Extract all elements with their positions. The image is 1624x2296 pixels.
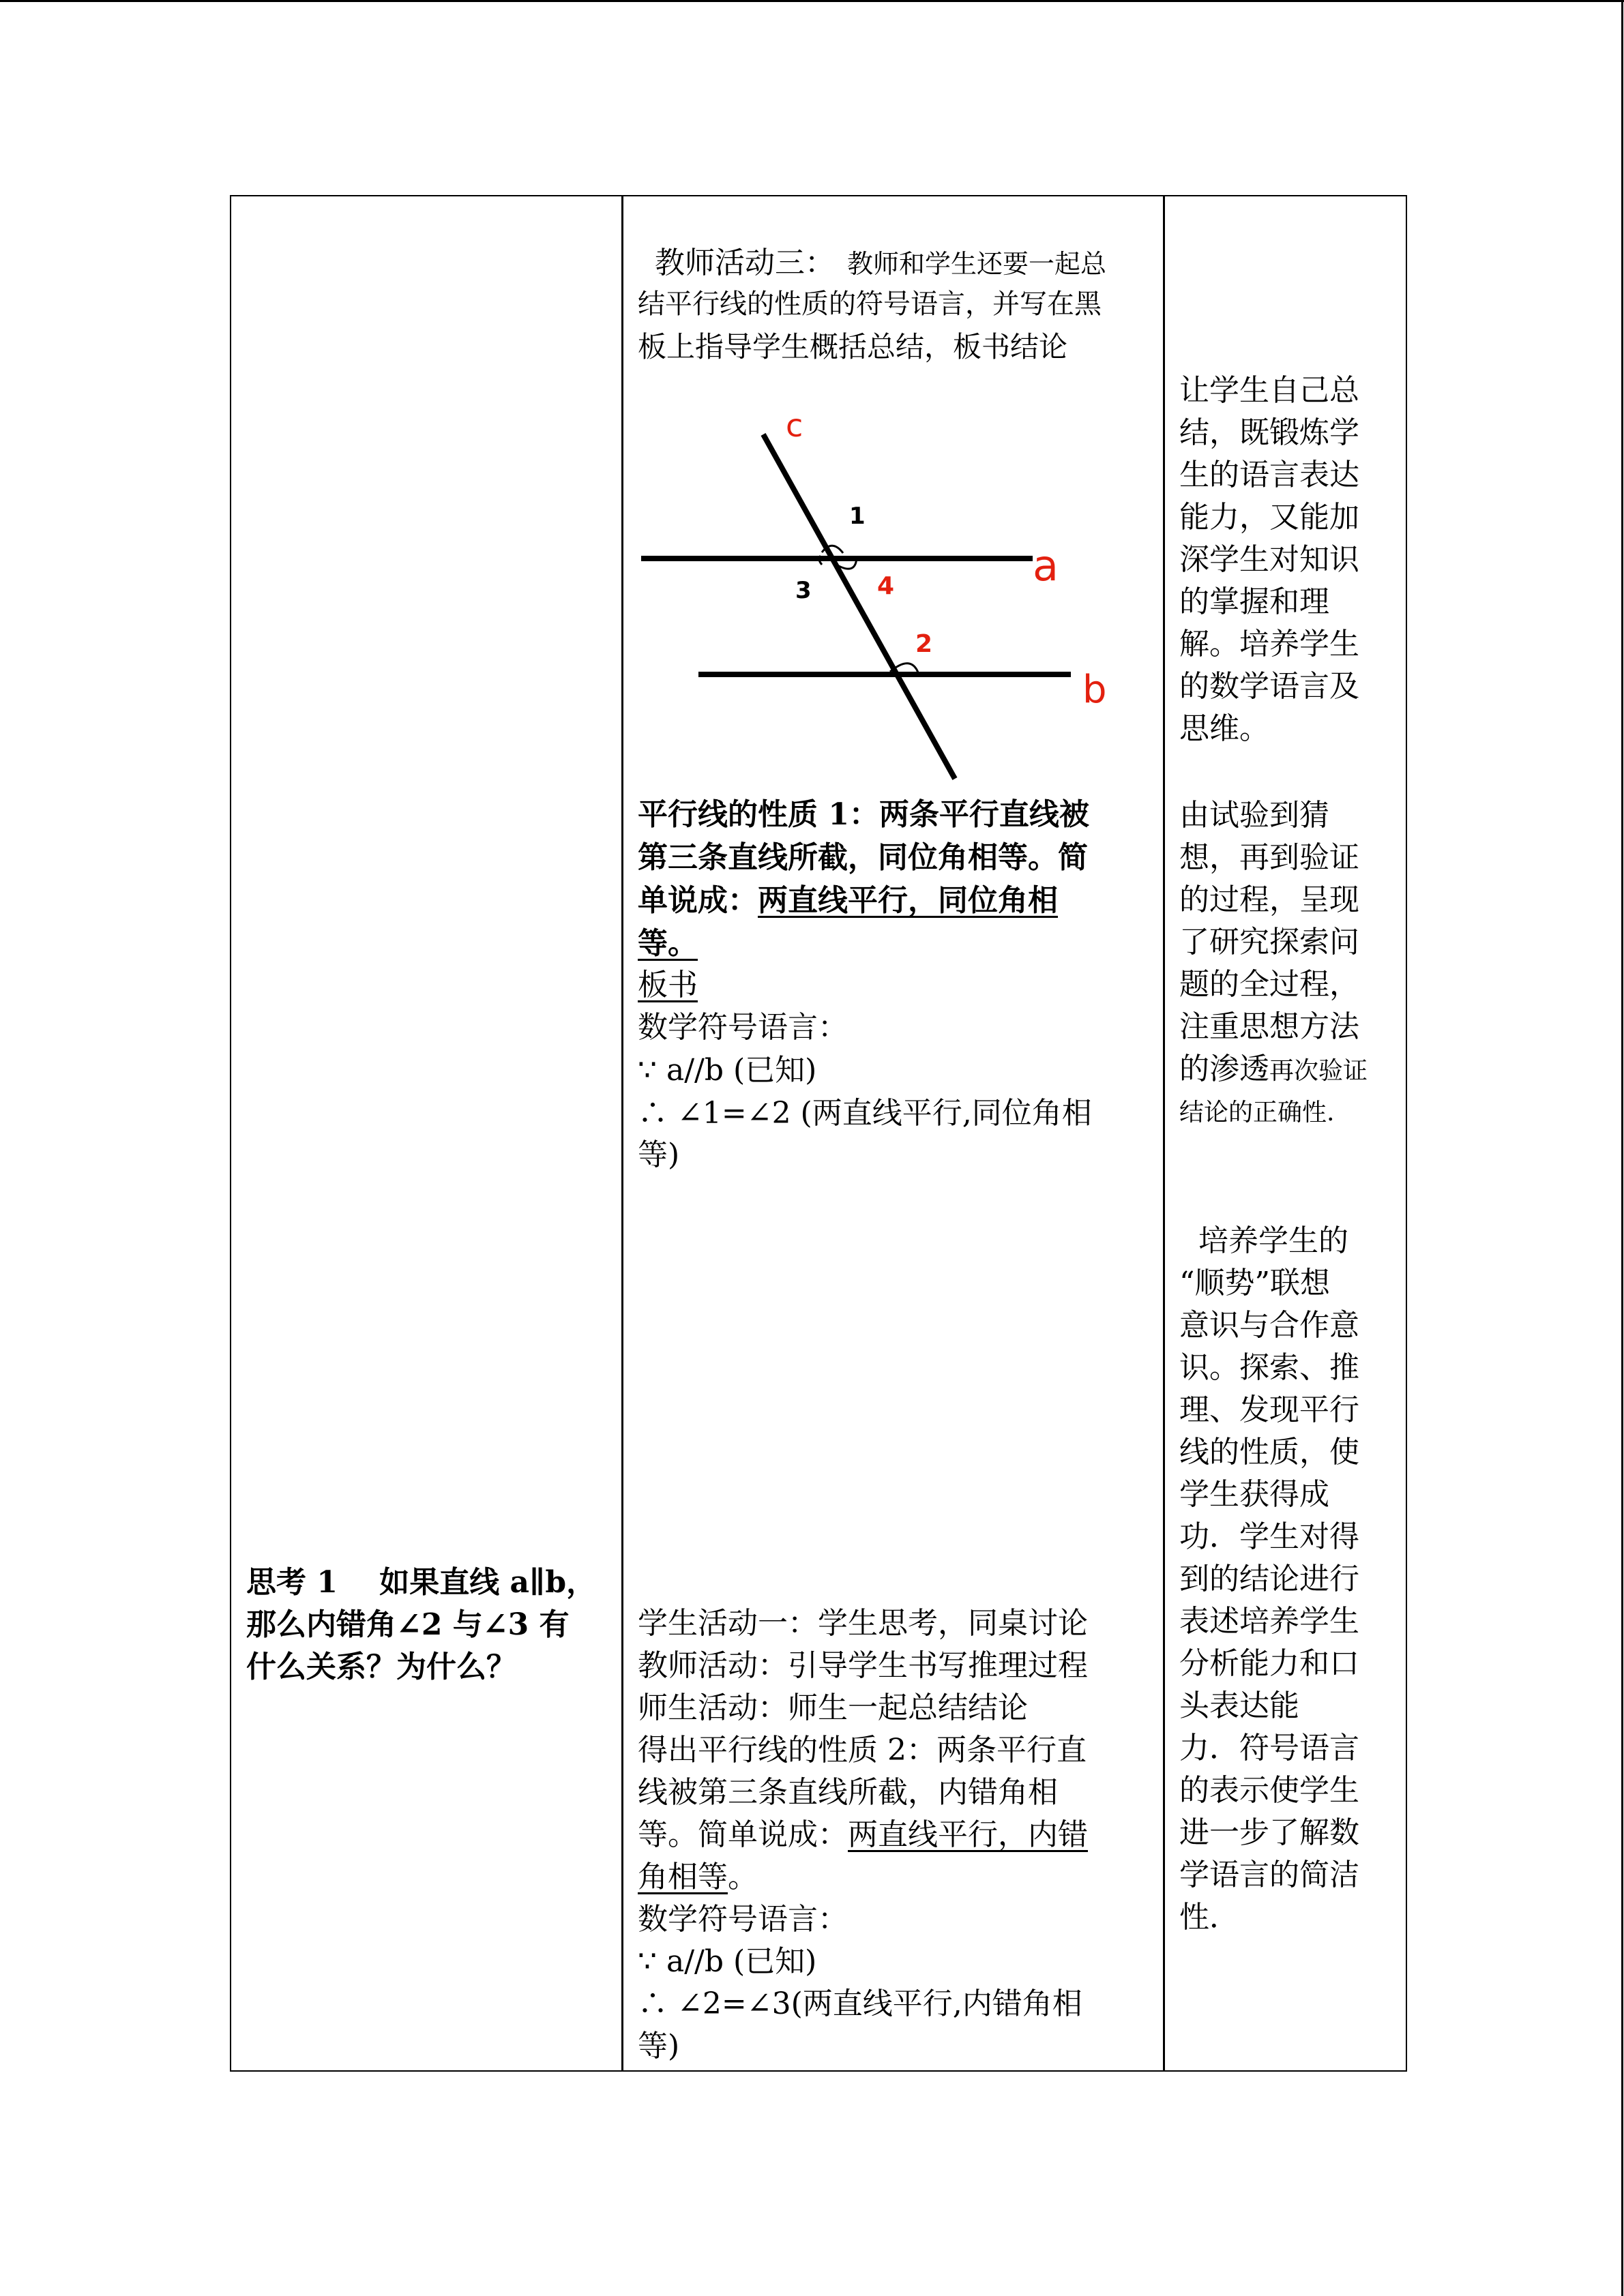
think1-line1: 思考 1 如果直线 a∥b， [246, 1565, 597, 1600]
transversal-c [763, 434, 955, 779]
design-note-2-line [1179, 1048, 1368, 1093]
design-note-2-line: 了研究探索问 [1179, 925, 1359, 959]
property1-because: ∵ a//b (已知) [638, 1053, 817, 1088]
property1-math-lang: 数学符号语言： [638, 1010, 848, 1045]
property1-line3-prefix: 单说成： [638, 883, 758, 918]
table-column-divider-2 [1163, 195, 1165, 2072]
teacher-activity-3-line3: 板上指导学生概括总结，板书结论 [638, 330, 1068, 363]
board-label: 板书 [638, 968, 698, 1002]
design-note-2-line: 想，再到验证 [1179, 840, 1359, 875]
student-activity-line6-prefix: 等。简单说成： [638, 1817, 848, 1852]
student-activity-line1: 学生活动一：学生思考，同桌讨论 [638, 1606, 1088, 1641]
design-note-2-text-small: 再次验证 [1269, 1057, 1368, 1085]
student-activity-line6 [638, 1814, 1088, 1857]
design-note-2-line: 题的全过程， [1179, 967, 1359, 1002]
think1-line3: 什么关系？为什么？ [246, 1650, 516, 1684]
table-column-divider-1 [621, 195, 623, 2072]
page-top-border [0, 0, 1624, 2]
student-activity-therefore: ∴ ∠2=∠3(两直线平行,内错角相 [638, 1986, 1082, 2021]
design-note-3-line: 培养学生的 [1179, 1223, 1348, 1258]
student-activity-line7-suffix: 。 [728, 1860, 758, 1894]
angle-label-3: 3 [795, 577, 812, 604]
design-note-3-line: 表述培养学生 [1179, 1604, 1359, 1639]
angle-label-1: 1 [849, 503, 866, 530]
design-note-1-line: 的掌握和理 [1179, 584, 1329, 619]
angle-label-4: 4 [877, 572, 895, 600]
student-activity-math-lang: 数学符号语言： [638, 1902, 848, 1937]
property1-short-statement: 两直线平行，同位角相 [758, 883, 1058, 918]
design-note-2-line: 的过程，呈现 [1179, 882, 1359, 917]
property1-line3 [638, 880, 1058, 923]
parallel-lines-figure [628, 402, 1119, 784]
design-note-2-line: 由试验到猜 [1179, 798, 1329, 833]
design-note-3-line: 意识与合作意 [1179, 1308, 1359, 1343]
label-a: a [1033, 541, 1059, 591]
design-note-3-line: 到的结论进行 [1179, 1562, 1359, 1596]
student-activity-line5: 线被第三条直线所截，内错角相 [638, 1775, 1058, 1810]
student-activity-therefore-cont: 等) [638, 2029, 680, 2063]
student-activity-line3: 师生活动：师生一起总结结论 [638, 1690, 1028, 1725]
label-c: c [786, 407, 803, 444]
teacher-activity-3-label: 教师活动三： [655, 245, 835, 280]
design-note-3-line: 线的性质，使 [1179, 1435, 1359, 1470]
property2-short-statement: 两直线平行，内错 [848, 1817, 1088, 1852]
design-note-3-line: 力．符号语言 [1179, 1731, 1359, 1765]
design-note-1-line: 思维。 [1179, 711, 1269, 746]
design-note-2-line-small: 结论的正确性. [1179, 1099, 1335, 1127]
design-note-3-line: 进一步了解数 [1179, 1815, 1359, 1850]
teacher-activity-3-line2: 结平行线的性质的符号语言，并写在黑 [638, 288, 1102, 320]
teacher-activity-3-text: 教师和学生还要一起总 [847, 249, 1107, 279]
design-note-1-line: 的数学语言及 [1179, 669, 1359, 704]
design-note-3-line: “顺势”联想 [1179, 1266, 1330, 1300]
think1-line2: 那么内错角∠2 与∠3 有 [246, 1607, 570, 1642]
design-note-1-line: 生的语言表达 [1179, 458, 1359, 492]
property1-line2: 第三条直线所截，同位角相等。简 [638, 840, 1088, 875]
property1-line1: 平行线的性质 1：两条平行直线被 [638, 797, 1089, 832]
design-note-2-line: 注重思想方法 [1179, 1009, 1359, 1044]
design-note-3-line: 分析能力和口 [1179, 1646, 1359, 1681]
design-note-3-line: 功．学生对得 [1179, 1519, 1359, 1554]
design-note-3-line: 性． [1179, 1900, 1239, 1935]
design-note-3-line: 学语言的简洁 [1179, 1858, 1359, 1892]
student-activity-line4: 得出平行线的性质 2：两条平行直 [638, 1733, 1087, 1768]
design-note-1-line: 让学生自己总 [1179, 373, 1359, 408]
design-note-3-line: 学生获得成 [1179, 1477, 1329, 1512]
property1-therefore: ∴ ∠1=∠2 (两直线平行,同位角相 [638, 1096, 1092, 1131]
label-b: b [1082, 668, 1107, 712]
design-note-3-line: 头表达能 [1179, 1688, 1299, 1723]
property1-line4: 等。 [638, 926, 698, 961]
design-note-3-line: 理、发现平行 [1179, 1392, 1359, 1427]
design-note-3-line: 的表示使学生 [1179, 1773, 1359, 1808]
teacher-activity-3-line1 [655, 242, 1106, 286]
design-note-1-line: 结，既锻炼学 [1179, 415, 1359, 450]
design-note-1-line: 能力，又能加 [1179, 500, 1359, 535]
student-activity-line7 [638, 1856, 758, 1899]
angle-label-2: 2 [915, 630, 933, 658]
design-note-1-line: 解。培养学生 [1179, 627, 1359, 661]
design-note-2-text: 的渗透 [1179, 1052, 1269, 1086]
property1-therefore-cont: 等) [638, 1137, 680, 1172]
design-note-3-line: 识。探索、推 [1179, 1350, 1359, 1385]
student-activity-because: ∵ a//b (已知) [638, 1944, 817, 1979]
page-right-border [1621, 0, 1623, 2296]
property2-short-statement-cont: 角相等 [638, 1860, 728, 1894]
student-activity-line2: 教师活动：引导学生书写推理过程 [638, 1648, 1088, 1683]
design-note-1-line: 深学生对知识 [1179, 542, 1359, 577]
